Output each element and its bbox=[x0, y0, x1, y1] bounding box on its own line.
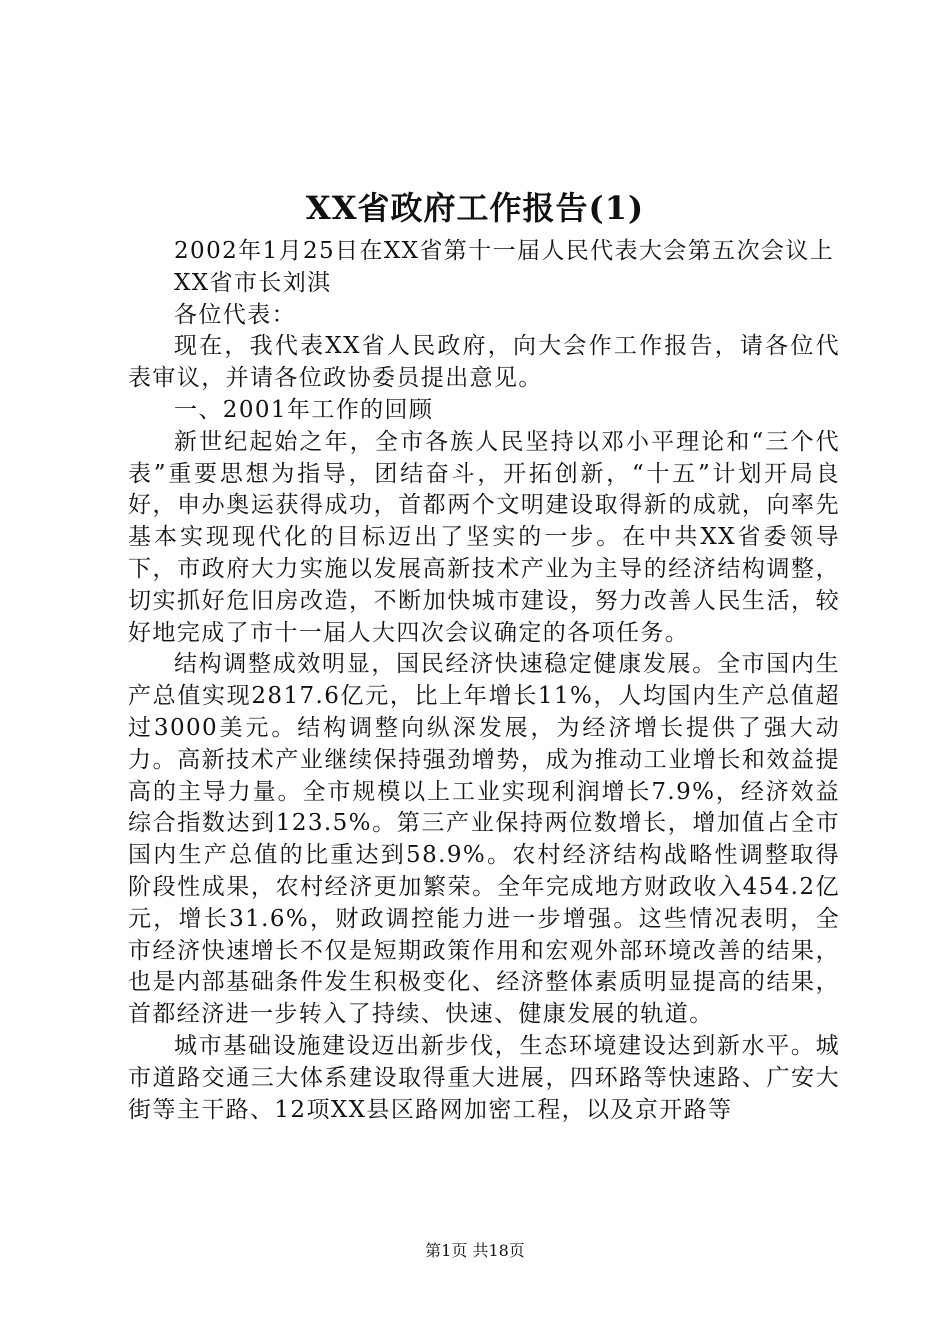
paragraph-body: 城市基础设施建设迈出新步伐，生态环境建设达到新水平。城市道路交通三大体系建设取得重大进展，四环路等快速路、广安大街等主干路、12项XX县区路网加密工程，以及京开路等 bbox=[128, 1032, 840, 1123]
page-number: 第1页 共18页 bbox=[425, 1241, 525, 1260]
section-heading: 一、2001年工作的回顾 bbox=[174, 396, 434, 423]
paragraph-body: 新世纪起始之年，全市各族人民坚持以邓小平理论和“三个代表”重要思想为指导，团结奋斗，开拓创新，“十五”计划开局良好，申办奥运获得成功，首都两个文明建设取得新的成就，向率先基本实现现代化的目标迈出了坚实的一步。在中共XX省委领导下，市政府大力实施以发展高新技术产业为主导的经济结构调整，切实抓好危旧房改造，不断加快城市建设，努力改善人民生活，较好地完成了市十一届人大四次会议确定的各项任务。 bbox=[128, 428, 840, 646]
paragraph-speaker: XX省市长刘淇 bbox=[174, 269, 332, 296]
document-title: XX省政府工作报告(1) bbox=[305, 189, 645, 227]
paragraph-salutation: 各位代表： bbox=[174, 301, 296, 328]
paragraph-date: 2002年1月25日在XX省第十一届人民代表大会第五次会议上 bbox=[174, 238, 835, 264]
paragraph-intro: 现在，我代表XX省人民政府，向大会作工作报告，请各位代表审议，并请各位政协委员提出意见。 bbox=[128, 333, 840, 392]
paragraph-body: 结构调整成效明显，国民经济快速稳定健康发展。全市国内生产总值实现2817.6亿元，比上年增长11%，人均国内生产总值超过3000美元。结构调整向纵深发展，为经济增长提供了强大动力。高新技术产业继续保持强劲增势，成为推动工业增长和效益提高的主导力量。全市规模以上工业实现利润增长7.9%，经济效益综合指数达到123.5%。第三产业保持两位数增长，增加值占全市国内生产总值的比重达到58.9%。农村经济结构战略性调整取得阶段性成果，农村经济更加繁荣。全年完成地方财政收入454.2亿元，增长31.6%，财政调控能力进一步增强。这些情况表明，全市经济快速增长不仅是短期政策作用和宏观外部环境改善的结果，也是内部基础条件发生积极变化、经济整体素质明显提高的结果，首都经济进一步转入了持续、快速、健康发展的轨道。 bbox=[128, 651, 840, 1028]
document-body bbox=[128, 236, 840, 1126]
